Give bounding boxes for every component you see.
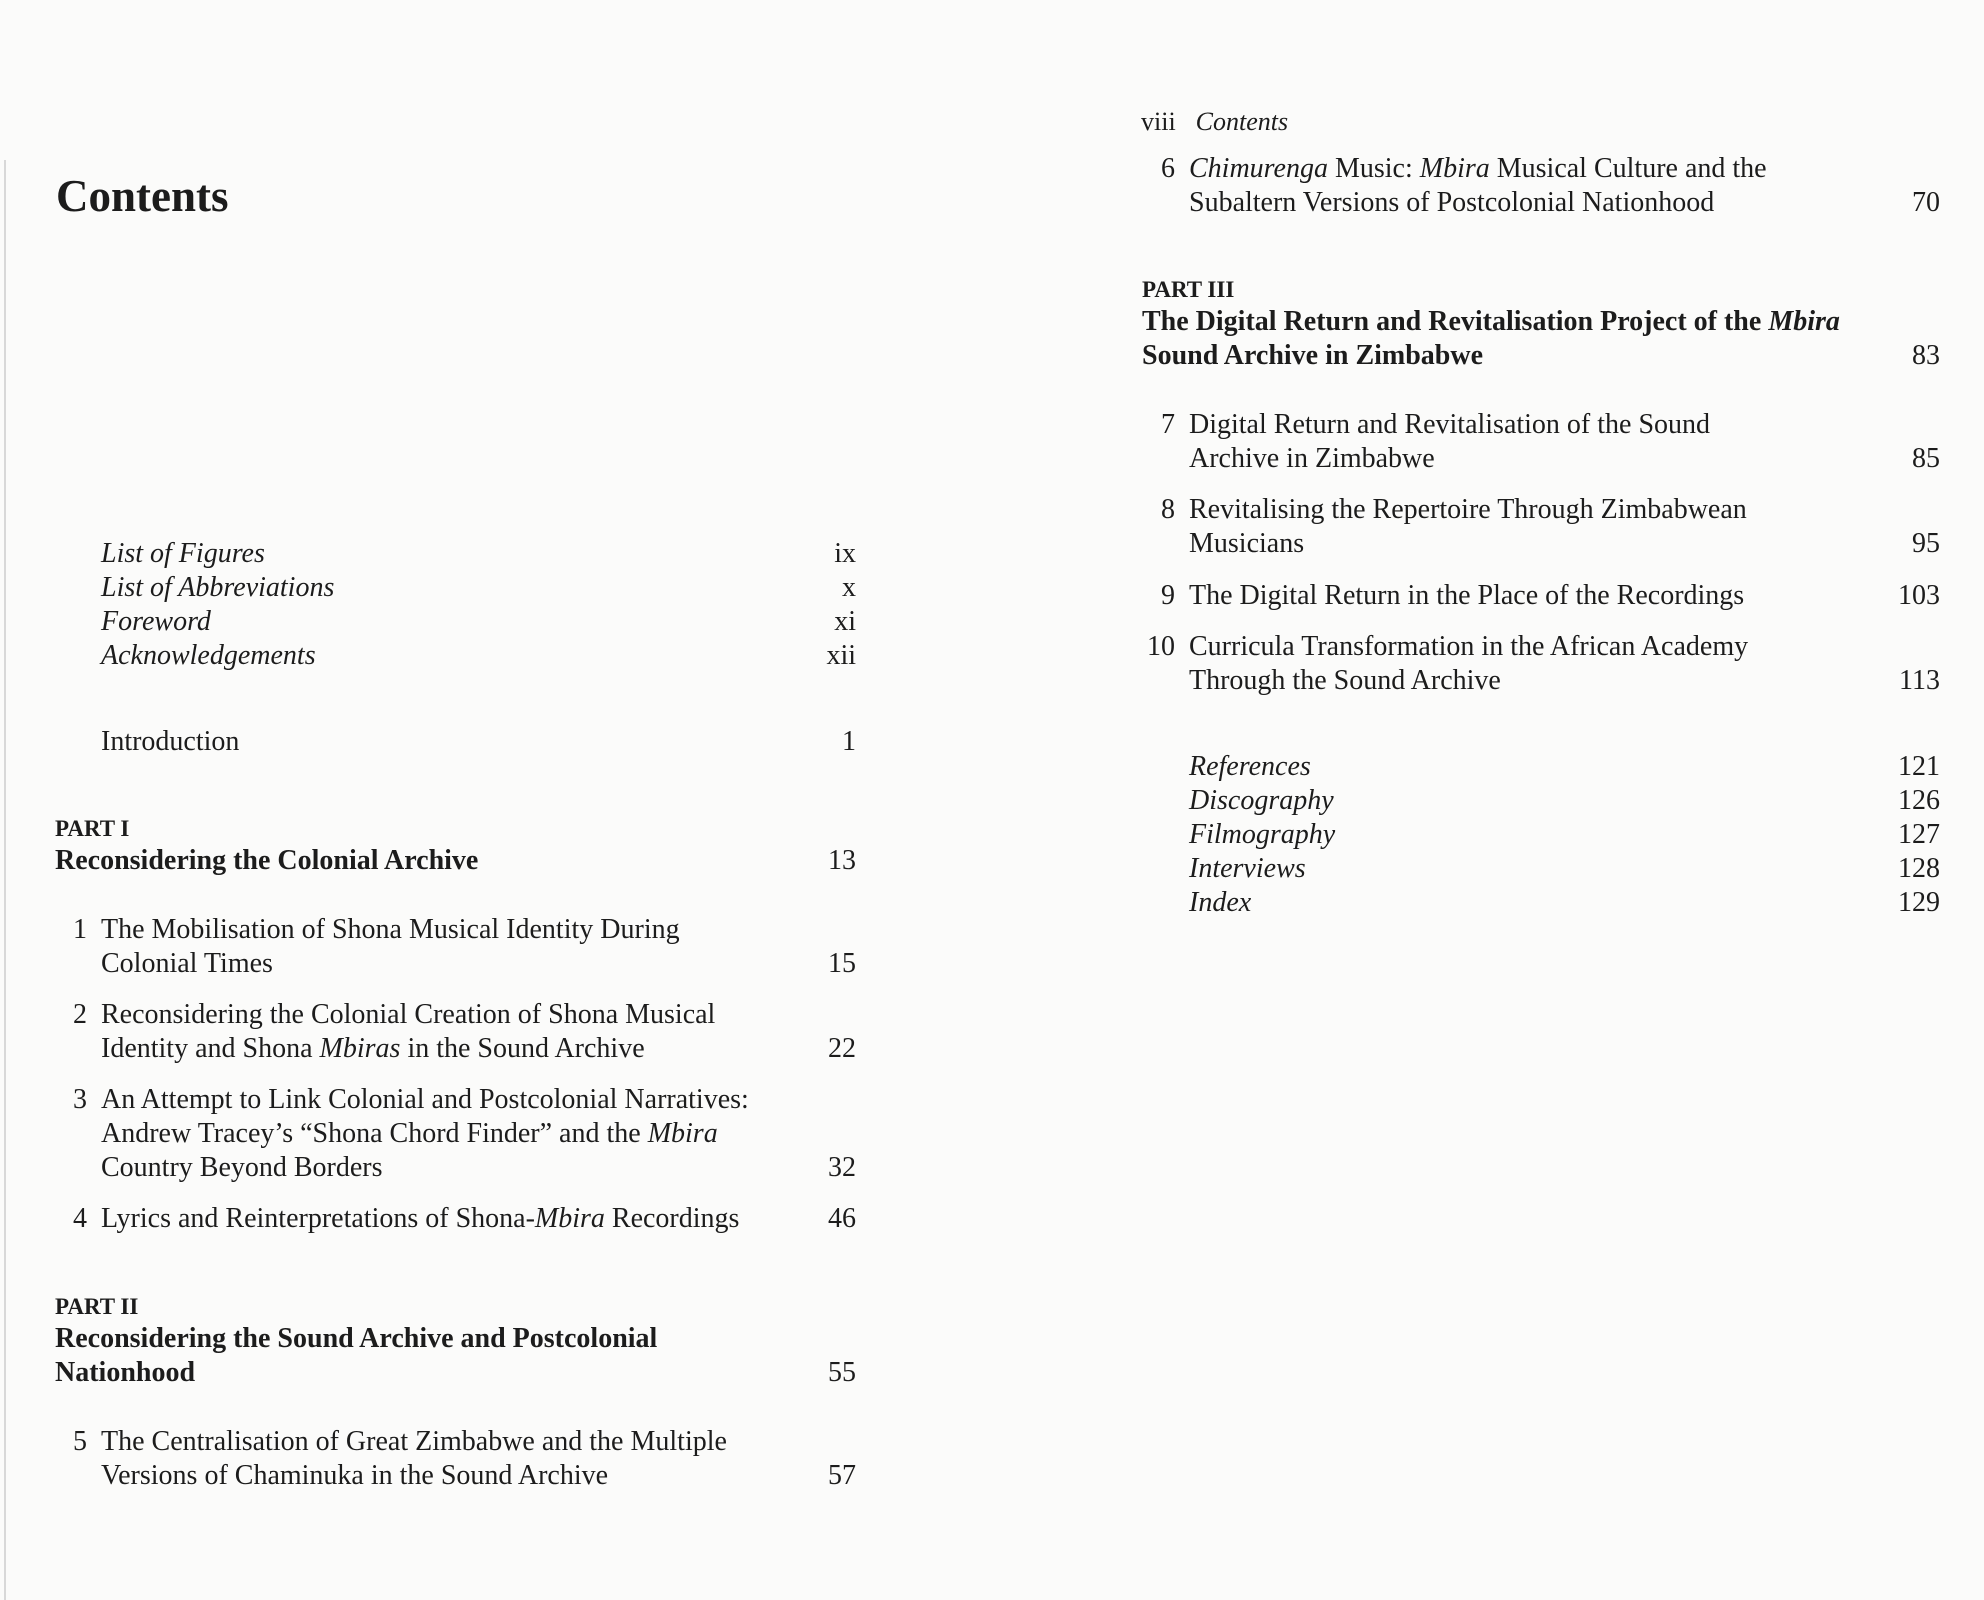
chapter-title: Curricula Transformation in the African Academy Through the Sound Archive bbox=[1189, 631, 1749, 696]
toc-entry-list-of-figures bbox=[101, 537, 856, 571]
running-head bbox=[1141, 105, 1288, 139]
toc-chapter-7 bbox=[1161, 408, 1940, 476]
chapter-number: 4 bbox=[73, 1203, 87, 1234]
title-italic-text: Chimurenga bbox=[1189, 153, 1328, 184]
part-label: PART I bbox=[55, 816, 130, 841]
chapter-page: 32 bbox=[828, 1152, 856, 1183]
chapter-number: 8 bbox=[1161, 494, 1175, 525]
chapter-title bbox=[1189, 152, 1799, 220]
entry-title: References bbox=[1189, 751, 1311, 782]
contents-title: Contents bbox=[56, 171, 229, 221]
toc-chapter-3 bbox=[73, 1083, 856, 1185]
chapter-page: 85 bbox=[1912, 443, 1940, 474]
part-label: PART III bbox=[1142, 277, 1235, 302]
entry-title: Index bbox=[1189, 887, 1252, 918]
entry-page: x bbox=[842, 572, 856, 603]
part-title: Reconsidering the Sound Archive and Postcolonial Nationhood bbox=[55, 1323, 658, 1388]
chapter-title bbox=[101, 1083, 781, 1185]
title-text: Lyrics and Reinterpretations of Shona- bbox=[101, 1203, 535, 1234]
title-text: An Attempt to Link Colonial and Postcolonial Narratives: Andrew Tracey’s “Shona Chord Finder” and the bbox=[101, 1084, 749, 1149]
chapter-title: Digital Return and Revitalisation of the Sound Archive in Zimbabwe bbox=[1189, 409, 1711, 474]
chapter-page: 15 bbox=[828, 948, 856, 979]
part-2-heading bbox=[55, 1292, 856, 1390]
title-italic-text: Mbira bbox=[1768, 306, 1840, 337]
part-page: 83 bbox=[1912, 340, 1940, 371]
chapter-title: The Digital Return in the Place of the Recordings bbox=[1189, 580, 1745, 611]
title-text: Sound Archive in Zimbabwe bbox=[1142, 340, 1484, 371]
part-title bbox=[1142, 305, 1842, 373]
entry-title: Filmography bbox=[1189, 819, 1336, 850]
chapter-title bbox=[101, 1202, 781, 1236]
part-title: Reconsidering the Colonial Archive bbox=[55, 845, 479, 876]
entry-page: xii bbox=[826, 640, 856, 671]
chapter-page: 22 bbox=[828, 1033, 856, 1064]
title-text: The Digital Return and Revitalisation Project of the bbox=[1142, 306, 1769, 337]
title-italic-text: Mbira bbox=[647, 1118, 718, 1149]
entry-title: Foreword bbox=[101, 606, 211, 637]
part-page: 55 bbox=[828, 1357, 856, 1388]
toc-entry-interviews bbox=[1189, 852, 1940, 886]
chapter-page: 70 bbox=[1912, 187, 1940, 218]
toc-chapter-2 bbox=[73, 998, 856, 1066]
toc-chapter-8 bbox=[1161, 493, 1940, 561]
toc-chapter-10 bbox=[1147, 630, 1940, 698]
chapter-number: 1 bbox=[73, 914, 87, 945]
running-head-title: Contents bbox=[1195, 107, 1289, 136]
part-page: 13 bbox=[828, 845, 856, 876]
chapter-number: 3 bbox=[73, 1084, 87, 1115]
chapter-title: Revitalising the Repertoire Through Zimbabwean Musicians bbox=[1189, 494, 1747, 559]
entry-title: Acknowledgements bbox=[101, 640, 316, 671]
right-page bbox=[992, 0, 1984, 1600]
toc-entry-acknowledgements bbox=[101, 639, 856, 673]
title-text: Recordings bbox=[604, 1203, 740, 1234]
toc-entry-filmography bbox=[1189, 818, 1940, 852]
chapter-number: 6 bbox=[1161, 153, 1175, 184]
toc-entry-discography bbox=[1189, 784, 1940, 818]
entry-page: ix bbox=[834, 538, 856, 569]
chapter-number: 10 bbox=[1147, 631, 1175, 662]
entry-page: 129 bbox=[1898, 887, 1940, 918]
chapter-title: The Centralisation of Great Zimbabwe and the Multiple Versions of Chaminuka in the Sound Archive bbox=[101, 1426, 727, 1491]
toc-chapter-9 bbox=[1161, 579, 1940, 613]
toc-chapter-1 bbox=[73, 913, 856, 981]
entry-page: 121 bbox=[1898, 751, 1940, 782]
toc-chapter-5 bbox=[73, 1425, 856, 1493]
title-italic-text: Mbira bbox=[534, 1203, 605, 1234]
title-italic-text: Mbira bbox=[1419, 153, 1490, 184]
chapter-number: 5 bbox=[73, 1426, 87, 1457]
entry-page: 128 bbox=[1898, 853, 1940, 884]
toc-chapter-6 bbox=[1161, 152, 1940, 220]
chapter-number: 9 bbox=[1161, 580, 1175, 611]
toc-chapter-4 bbox=[73, 1202, 856, 1236]
entry-page: 1 bbox=[842, 726, 856, 757]
toc-entry-references bbox=[1189, 750, 1940, 784]
running-head-page: viii bbox=[1141, 107, 1176, 136]
chapter-page: 95 bbox=[1912, 528, 1940, 559]
chapter-title bbox=[101, 998, 781, 1066]
entry-page: xi bbox=[834, 606, 856, 637]
toc-entry-index bbox=[1189, 886, 1940, 920]
entry-title: Introduction bbox=[101, 726, 240, 757]
title-text: Country Beyond Borders bbox=[101, 1152, 383, 1183]
entry-title: Interviews bbox=[1189, 853, 1306, 884]
chapter-page: 113 bbox=[1899, 665, 1940, 696]
toc-entry-list-of-abbreviations bbox=[101, 571, 856, 605]
entry-page: 126 bbox=[1898, 785, 1940, 816]
chapter-number: 7 bbox=[1161, 409, 1175, 440]
part-1-heading bbox=[55, 814, 856, 878]
toc-entry-introduction bbox=[101, 725, 856, 759]
title-text: Music: bbox=[1327, 153, 1420, 184]
title-text: Reconsidering the Colonial Creation of Shona Musical Identity and Shona bbox=[101, 999, 716, 1064]
chapter-page: 57 bbox=[828, 1460, 856, 1491]
chapter-page: 103 bbox=[1898, 580, 1940, 611]
entry-title: List of Figures bbox=[101, 538, 265, 569]
part-label: PART II bbox=[55, 1294, 139, 1319]
title-text: in the Sound Archive bbox=[400, 1033, 645, 1064]
title-italic-text: Mbiras bbox=[319, 1033, 401, 1064]
chapter-page: 46 bbox=[828, 1203, 856, 1234]
chapter-title: The Mobilisation of Shona Musical Identity During Colonial Times bbox=[101, 914, 680, 979]
part-3-heading bbox=[1142, 275, 1940, 373]
entry-title: List of Abbreviations bbox=[101, 572, 335, 603]
entry-page: 127 bbox=[1898, 819, 1940, 850]
title-text: Musical Culture and the Subaltern Versions of Postcolonial Nationhood bbox=[1189, 153, 1767, 218]
toc-entry-foreword bbox=[101, 605, 856, 639]
entry-title: Discography bbox=[1189, 785, 1334, 816]
chapter-number: 2 bbox=[73, 999, 87, 1030]
